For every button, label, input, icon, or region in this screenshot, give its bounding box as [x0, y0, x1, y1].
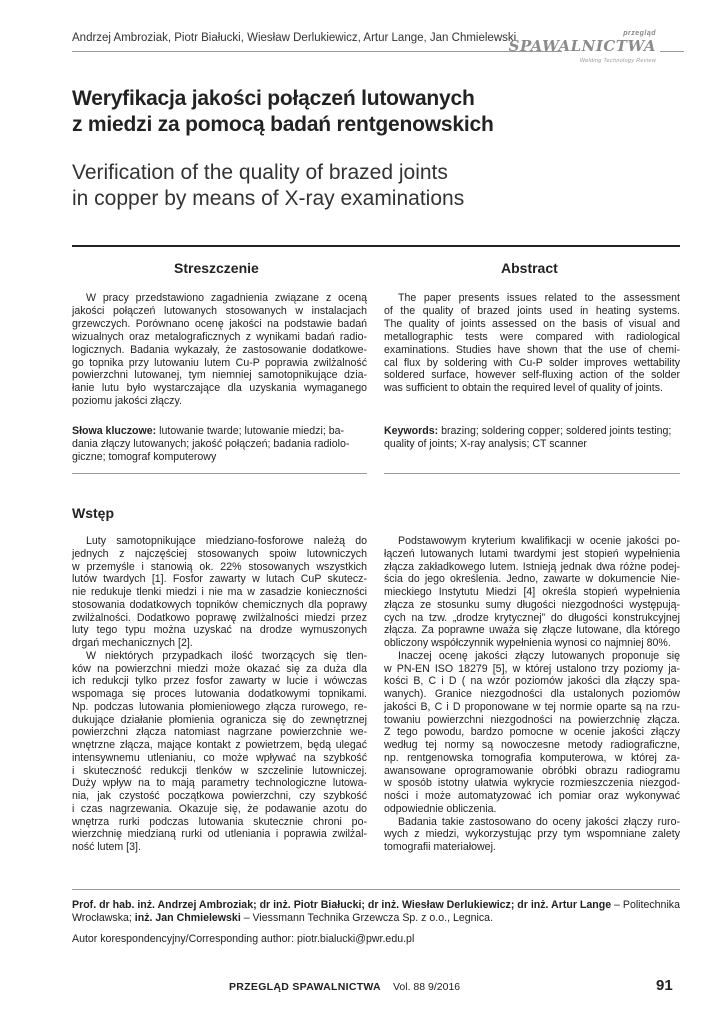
text-line: luty tego typu można uzyskać na drodze wymuszonych: [72, 624, 367, 637]
streszczenie-heading: Streszczenie: [174, 260, 259, 276]
text-line: łączeń lutowanych lutami twardymi jest stopień wypełnienia: [384, 547, 680, 560]
intro-heading: Wstęp: [72, 505, 114, 521]
text-line: The paper presents issues related to the assessment: [398, 292, 680, 304]
text-line: jakości B, C i D proponowane w tej normie oparte są na rzu-: [384, 700, 680, 713]
text-line: łanie lutu było wystarczające dla uzyskania wymaganego: [72, 382, 367, 395]
running-header: [72, 30, 684, 70]
logo-small-text: przegląd: [623, 30, 656, 37]
text-line: wspomaga się proces lutowania dodatkowymi topnikami.: [72, 688, 367, 700]
keywords-en-label: Keywords:: [384, 425, 439, 437]
text-line: stosowania dodatkowych topników chemicznych dla poprawy: [72, 598, 367, 611]
affiliation-institution: – Politechnika Wrocławska;: [72, 899, 680, 924]
text-line: wizualnych oraz metalograficznych z wynikami badań radio-: [72, 330, 367, 343]
text-line: grzewczych. Porównano ocenę jakości na podstawie badań: [72, 317, 367, 330]
text-line: jakości połączeń lutowanych stosowanych w instalacjach: [72, 304, 367, 317]
header-rule: [72, 51, 562, 52]
text-line: Duży wpływ na to mają parametry technologiczne lutowa-: [72, 777, 367, 790]
streszczenie-text: [72, 292, 367, 408]
text-line: złącza ze stosunku sumy długości niezgodności występują-: [384, 598, 680, 611]
text-line: według tej normy są nowoczesne metody radiograficzne,: [384, 739, 680, 751]
text-line: examinations. Studies have shown that the use of chemi-: [384, 343, 680, 356]
text-line: wnętrzne złącza, mające kontakt z powietrzem, będą ulegać: [72, 739, 367, 751]
text-line: ność lutem [3].: [72, 841, 141, 853]
keywords-polish: [72, 425, 367, 464]
text-line: soldered surface, however self-fluxing action of the solder: [384, 369, 680, 382]
title-english: [72, 160, 632, 212]
keywords-rule-right: [384, 473, 680, 474]
text-line: The quality of joints assessed on the basis of visual and: [384, 317, 680, 330]
text-line: of the quality of brazed joints used in heating systems.: [384, 304, 680, 317]
abstract-text: [384, 292, 680, 395]
text-line: W pracy przedstawiono zagadnienia związane z oceną: [86, 292, 367, 304]
text-line: Badania takie zastosowano do oceny jakości złączy ruro-: [398, 815, 680, 828]
text-line: go topnika przy lutowaniu lutem Cu-P poprawia zwilżalność: [72, 356, 367, 369]
text-line: powierzchni lutowanej, tym niemniej samotopnikujące dzia-: [72, 369, 367, 382]
keywords-en-line: brazing; soldering copper; soldered joints testing;: [438, 425, 672, 437]
footer-volume: Vol. 88 9/2016: [393, 981, 461, 993]
logo-sub-text: Welding Technology Review: [579, 58, 656, 64]
text-line: wanych). Granice niezgodności dla ustalonych poziomów: [384, 688, 680, 700]
text-line: w przemyśle i stanowią ok. 22% stosowanych wszystkich: [72, 560, 367, 573]
keywords-pl-line: giczne; tomograf komputerowy: [72, 450, 217, 463]
title-en-line: Verification of the quality of brazed joints: [72, 161, 448, 184]
title-pl-line: Weryfikacja jakości połączeń lutowanych: [72, 87, 475, 110]
text-line: towaniu powierzchni niezgodności na powierzchnię złącza.: [384, 713, 680, 726]
page-number: 91: [656, 977, 673, 994]
author-affiliations: [72, 899, 680, 925]
text-line: odpowiednie obliczenia.: [384, 802, 497, 815]
text-line: awansowane oprogramowanie obróbki obrazu radiogramu: [384, 764, 680, 777]
keywords-rule-left: [72, 473, 367, 474]
text-line: logicznych. Badania wykazały, że zastosowanie dodatkowe-: [72, 343, 367, 356]
corresponding-author: Autor korespondencyjny/Corresponding author: piotr.bialucki@pwr.edu.pl: [72, 933, 415, 945]
text-line: poziomu jakości złączy.: [72, 395, 182, 408]
affiliation-company: – Viessmann Technika Grzewcza Sp. z o.o., Legnica.: [240, 912, 494, 924]
keywords-en-line: quality of joints; X-ray analysis; CT scanner: [384, 437, 587, 450]
text-line: tomografii materiałowej.: [384, 841, 496, 853]
affiliation-author-bold: inż. Jan Chmielewski: [134, 912, 241, 924]
text-line: cych na tzw. „drodze krytycznej” do długości konstrukcyjnej: [384, 611, 680, 624]
affiliation-rule: [72, 889, 680, 890]
text-line: wych z miedzi, wykorzystując przy tym wspomniane zalety: [384, 828, 680, 841]
text-line: zwilżalności. Dodatkowo poprawę zwilżalności miedzi przez: [72, 611, 367, 624]
text-line: i czas nagrzewania. Okazuje się, że podawanie azotu do: [72, 802, 367, 815]
text-line: powierzchni złącza natomiast nagrzane powierzchnie we-: [72, 726, 367, 739]
intro-right-column: [384, 535, 680, 854]
text-line: wierzchnię miedzianą rurki od utleniania i poprawia zwilżal-: [72, 828, 367, 841]
text-line: nia, jak czystość początkowa powierzchni, czy szybkość: [72, 790, 367, 802]
text-line: Np. podczas lutowania płomieniowego złącza rurowego, re-: [72, 700, 367, 713]
text-line: Luty samotopnikujące miedziano-fosforowe należą do: [86, 535, 367, 547]
text-line: drgań mechanicznych [2].: [72, 637, 193, 649]
text-line: nie redukuje tlenki miedzi i nie ma w zasadzie konieczności: [72, 586, 367, 598]
text-line: cal flux by soldering with Cu-P solder improves wettability: [384, 356, 680, 369]
text-line: intensywnemu utlenianiu, co może wpływać na szybkość: [72, 751, 367, 764]
text-line: np. rentgenowska tomografia komputerowa, w której za-: [384, 751, 680, 764]
logo-main-text: SPAWALNICTWA: [508, 37, 656, 55]
keywords-pl-line: dania złączy lutowanych; jakość połączeń; badania radiolo-: [72, 437, 350, 450]
text-line: dukujące działanie płomienia ogranicza się do zewnętrznej: [72, 713, 367, 726]
affiliation-authors-bold: Prof. dr hab. inż. Andrzej Ambroziak; dr inż. Piotr Białucki; dr inż. Wiesław Derlukiewicz; dr inż. Artur Lange: [72, 899, 612, 911]
abstract-top-rule: [72, 245, 680, 247]
text-line: ścia do jego określenia. Jedno, zawarte w dokumencie Nie-: [384, 573, 680, 586]
title-en-line: in copper by means of X-ray examinations: [72, 187, 465, 210]
text-line: Podstawowym kryterium kwalifikacji w ocenie jakości po-: [398, 535, 680, 547]
text-line: w sposób istotny ułatwia wykrycie rozmieszczenia niezgod-: [384, 777, 680, 790]
text-line: ności i może automatyzować ich pomiar oraz wykonywać: [384, 790, 680, 802]
text-line: Inaczej ocenę jakości złączy lutowanych proponuje się: [398, 649, 680, 662]
text-line: obliczony współczynnik wypełnienia wynosi co najmniej 80%.: [384, 637, 671, 649]
keywords-english: [384, 425, 680, 451]
text-line: jednych z najczęściej stosowanych spoiw lutowniczych: [72, 547, 367, 560]
text-line: złącza. Za poprawne uważa się złącze lutowane, dla którego: [384, 624, 680, 637]
text-line: lutów twardych [1]. Fosfor zawarty w lutach CuP skutecz-: [72, 573, 367, 586]
abstract-heading: Abstract: [501, 260, 558, 276]
text-line: Z tego powodu, bardzo pomocne w ocenie jakości złączy: [384, 726, 680, 739]
text-line: ków na powierzchni miedzi może okazać się za duża dla: [72, 662, 367, 675]
text-line: i skuteczność redukcji tlenków w szczelinie lutowniczej.: [72, 764, 367, 777]
text-line: złącza zakładkowego lutem. Istnieją jednak dwa różne podej-: [384, 560, 680, 573]
text-line: metallographic tests were compared with radiological: [384, 330, 680, 343]
text-line: kości B, C i D ( na wzór poziomów jakości dla złączy spa-: [384, 675, 680, 688]
intro-left-column: [72, 535, 367, 854]
title-pl-line: z miedzi za pomocą badań rentgenowskich: [72, 113, 494, 136]
text-line: ich redukcji tylko przez fosfor zawarty w lucie i wówczas: [72, 675, 367, 688]
running-authors: Andrzej Ambroziak, Piotr Białucki, Wiesław Derlukiewicz, Artur Lange, Jan Chmielewski: [72, 32, 517, 44]
footer-journal: PRZEGLĄD SPAWALNICTWA: [229, 981, 381, 993]
text-line: W niektórych przypadkach ilość tworzących się tlen-: [86, 649, 367, 662]
text-line: w PN-EN ISO 18279 [5], w której ustalono trzy poziomy ja-: [384, 662, 680, 675]
logo-rule: [660, 51, 684, 52]
text-line: wnętrza rurki podczas lutowania skutecznie chroni po-: [72, 815, 367, 828]
text-line: mieckiego Instytutu Miedzi [4] określa stopień wypełnienia: [384, 586, 680, 598]
keywords-pl-line: lutowanie twarde; lutowanie miedzi; ba-: [156, 425, 345, 437]
journal-logo: [508, 30, 684, 70]
keywords-pl-label: Słowa kluczowe:: [72, 425, 157, 437]
text-line: was sufficient to obtain the required level of quality of joints.: [384, 382, 663, 395]
title-polish: [72, 86, 632, 138]
